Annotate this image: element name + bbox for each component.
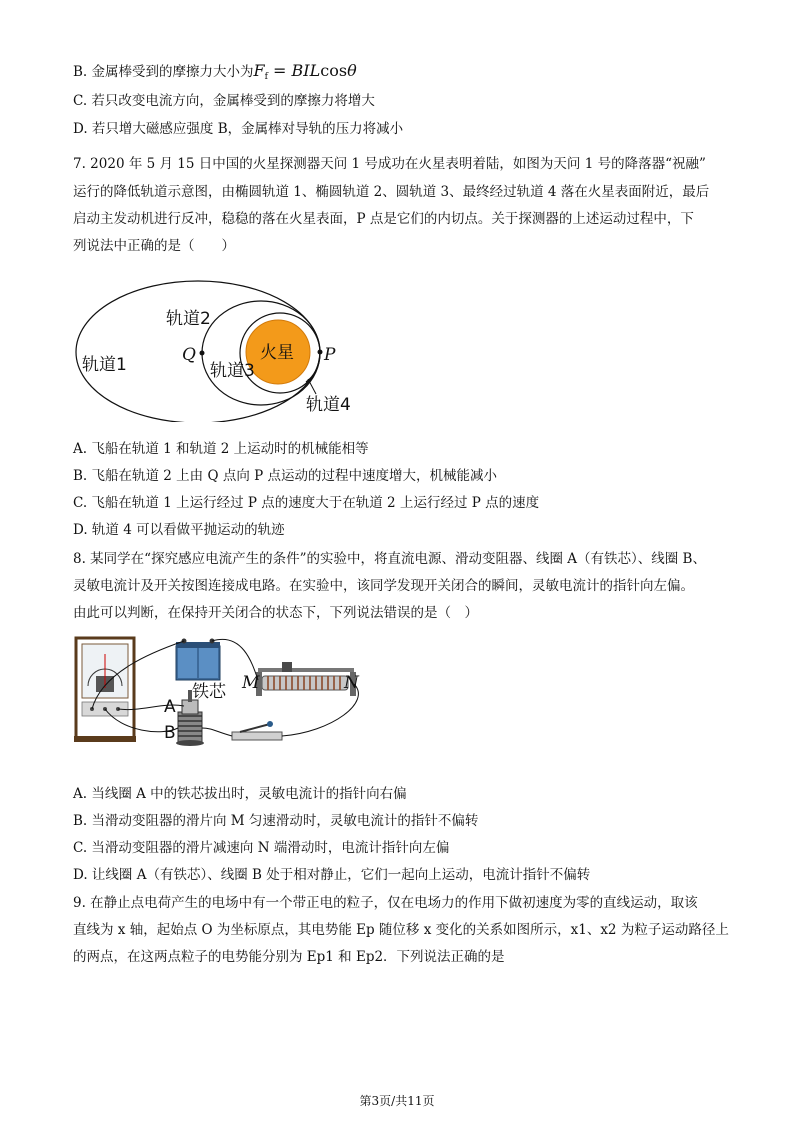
q6-option-b [73,62,357,86]
page-footer: 第3页/共11页 [359,1094,435,1108]
circuit-diagram [72,632,372,747]
q8-option-d: D. 让线圈 A（有铁芯）、线圈 B 处于相对静止，它们一起向上运动，电流计指针不偏转 [73,867,591,883]
label-orbit2: 轨道2 [166,309,211,329]
label-orbit1: 轨道1 [82,355,127,375]
point-q [200,351,205,356]
q9-stem-line3: 的两点，在这两点粒子的电势能分别为 Ep1 和 Ep2．下列说法正确的是 [73,949,505,965]
q7-stem-line4: 列说法中正确的是（ ） [73,238,235,254]
point-p [318,350,323,355]
label-end-n: N [344,673,359,693]
label-p: P [324,345,336,365]
label-iron-core: 铁芯 [192,682,226,702]
q7-option-b: B. 飞船在轨道 2 上由 Q 点向 P 点运动的过程中速度增大，机械能减小 [73,468,497,484]
q6-option-b-text: B. 金属棒受到的摩擦力大小为 [73,64,254,80]
label-orbit4: 轨道4 [306,395,351,415]
q8-option-a: A. 当线圈 A 中的铁芯拔出时，灵敏电流计的指针向右偏 [73,786,407,802]
label-orbit3: 轨道3 [210,361,255,381]
q7-option-c: C. 飞船在轨道 1 上运行经过 P 点的速度大于在轨道 2 上运行经过 P 点的速度 [73,495,540,511]
q7-option-a: A. 飞船在轨道 1 和轨道 2 上运动时的机械能相等 [73,441,369,457]
q7-stem-line1: 7. 2020 年 5 月 15 日中国的火星探测器天问 1 号成功在火星表明着陆，如图为天问 1 号的降落器“祝融” [73,156,706,172]
orbit-diagram [70,272,370,422]
q8-stem-line1: 8. 某同学在“探究感应电流产生的条件”的实验中，将直流电源、滑动变阻器、线圈 A（有铁芯）、线圈 B、 [73,551,706,567]
q6-option-d: D. 若只增大磁感应强度 B，金属棒对导轨的压力将减小 [73,121,404,137]
galvanometer [74,638,136,742]
q6-option-c: C. 若只改变电流方向，金属棒受到的摩擦力将增大 [73,93,375,109]
q7-option-d: D. 轨道 4 可以看做平抛运动的轨迹 [73,522,285,538]
battery [176,639,220,681]
label-mars: 火星 [260,343,294,363]
label-end-m: M [242,673,260,693]
q8-option-b: B. 当滑动变阻器的滑片向 M 匀速滑动时，灵敏电流计的指针不偏转 [73,813,479,829]
switch [232,721,282,740]
q7-stem-line2: 运行的降低轨道示意图，由椭圆轨道 1、椭圆轨道 2、圆轨道 3、最终经过轨道 4 落在火星表面附近，最后 [73,184,710,200]
q8-option-c: C. 当滑动变阻器的滑片减速向 N 端滑动时，电流计指针向左偏 [73,840,450,856]
rheostat [256,662,356,696]
q9-stem-line2: 直线为 x 轴，起始点 O 为坐标原点，其电势能 Ep 随位移 x 变化的关系如图所示，x1、x2 为粒子运动路径上 [73,922,729,938]
q8-stem-line3: 由此可以判断，在保持开关闭合的状态下，下列说法错误的是（ ） [73,605,478,621]
q6-formula: $F_f = BILcos\theta$ [253,61,357,82]
label-coil-b: B [164,723,176,743]
orbit-4-leader [308,379,316,394]
label-coil-a: A [164,697,176,717]
q8-stem-line2: 灵敏电流计及开关按图连接成电路。在实验中，该同学发现开关闭合的瞬间，灵敏电流计的指针向左偏。 [73,578,694,594]
q9-stem-line1: 9. 在静止点电荷产生的电场中有一个带正电的粒子，仅在电场力的作用下做初速度为零的直线运动，取该 [73,895,698,911]
q7-stem-line3: 启动主发动机进行反冲，稳稳的落在火星表面，P 点是它们的内切点。关于探测器的上述运动过程中，下 [73,211,694,227]
label-q: Q [182,345,196,365]
